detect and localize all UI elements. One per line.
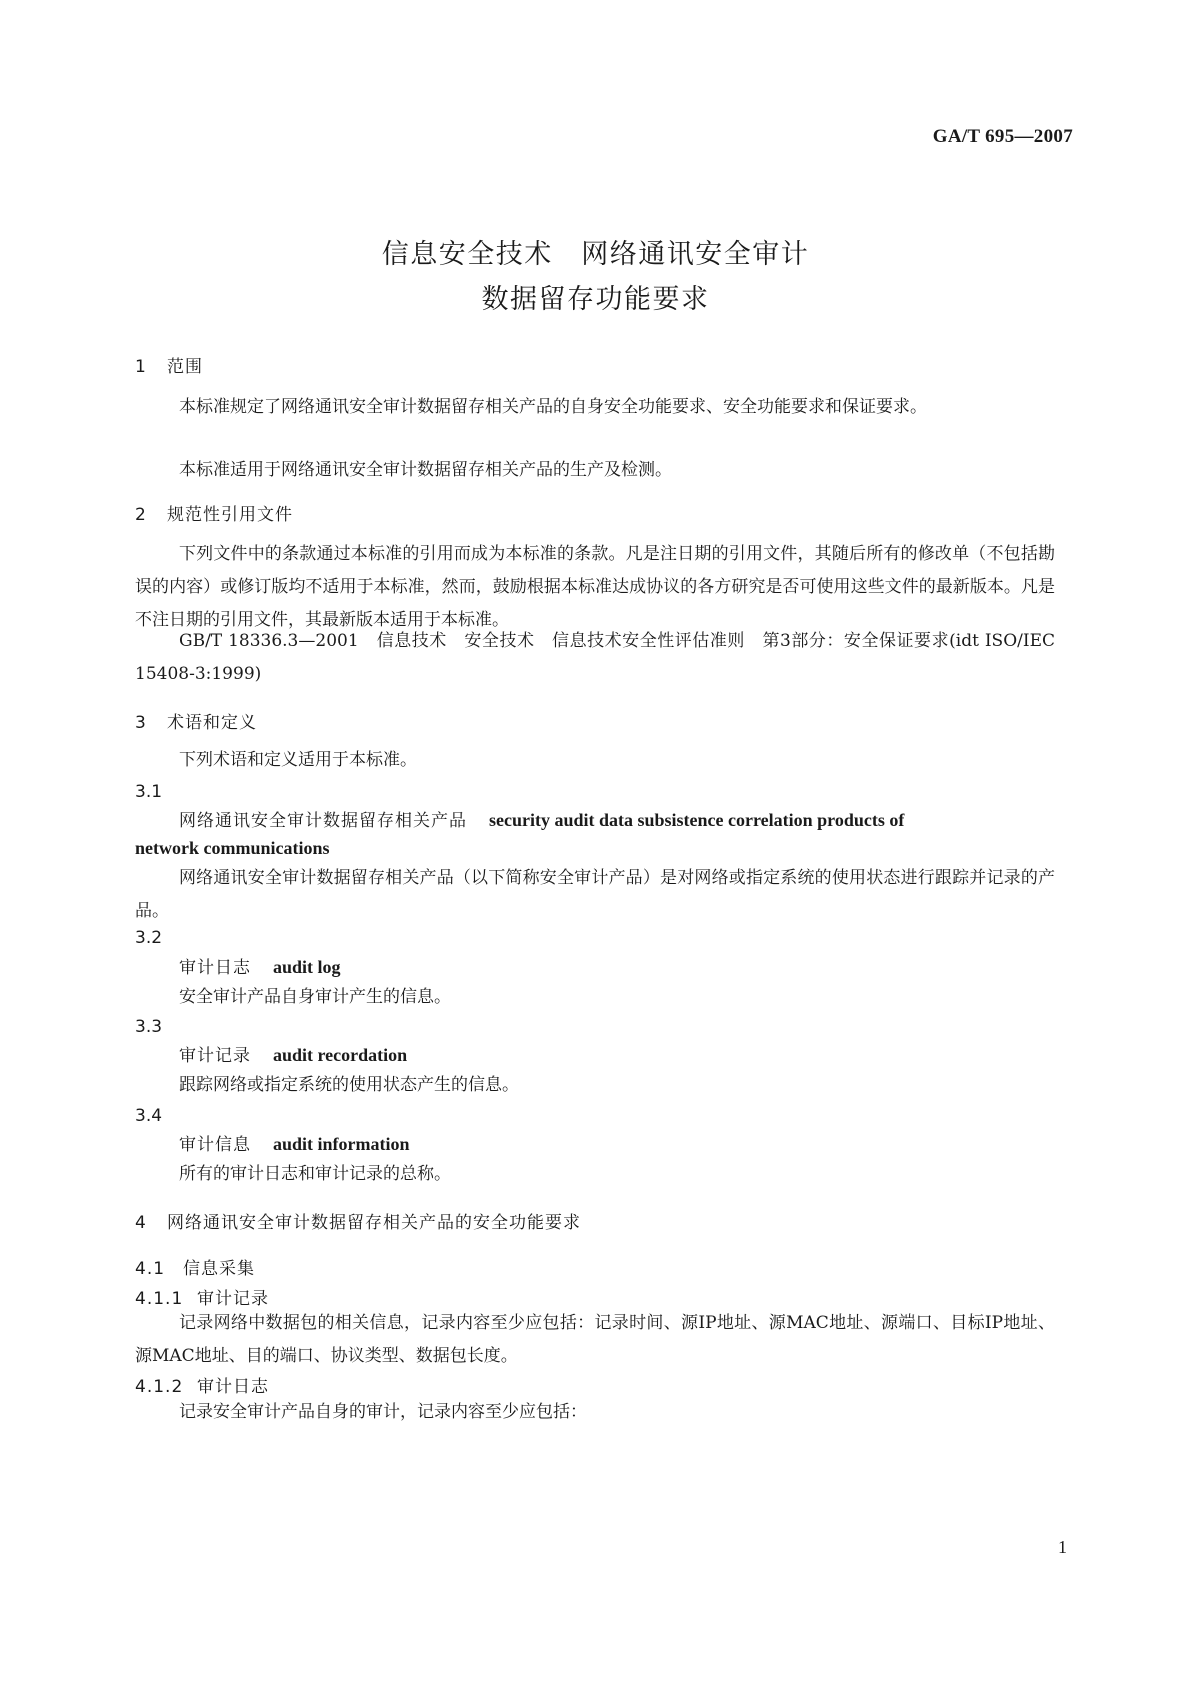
term-3-1-header-cont	[135, 832, 1055, 866]
title-line-1: 信息安全技术 网络通讯安全审计	[381, 239, 810, 270]
section-title: 范围	[167, 357, 203, 377]
term-english: audit recordation	[273, 1045, 408, 1065]
section-2-reference: GB/T 18336.3—2001 信息技术 安全技术 信息技术安全性评估准则 第3部分：安全保证要求(idt ISO/IEC 15408-3:1999)	[135, 631, 1055, 684]
term-3-3-header	[135, 1039, 1099, 1073]
section-4-1-heading	[135, 1254, 1055, 1279]
section-4-1-1-heading	[135, 1284, 1055, 1309]
term-3-2-header	[135, 951, 1099, 985]
term-chinese: 审计记录	[179, 1046, 251, 1066]
section-3-heading	[135, 708, 1055, 733]
title-line-2: 数据留存功能要求	[481, 284, 710, 315]
section-title: 审计记录	[197, 1289, 269, 1309]
section-number: 4	[135, 1213, 147, 1233]
section-title: 规范性引用文件	[167, 505, 293, 525]
section-4-heading	[135, 1208, 1055, 1233]
term-3-3-number: 3.3	[135, 1017, 163, 1037]
section-1-heading	[135, 352, 1055, 377]
section-number: 4.1.2	[135, 1377, 184, 1397]
term-chinese: 审计日志	[179, 958, 251, 978]
document-code: GA/T 695—2007	[932, 126, 1073, 147]
section-4-1-1-paragraph: 记录网络中数据包的相关信息，记录内容至少应包括：记录时间、源IP地址、源MAC地址、源端口、目标IP地址、源MAC地址、目的端口、协议类型、数据包长度。	[135, 1313, 1055, 1366]
term-chinese: 审计信息	[179, 1135, 251, 1155]
section-title: 审计日志	[197, 1377, 269, 1397]
term-3-4-definition: 所有的审计日志和审计记录的总称。	[179, 1164, 451, 1184]
term-3-1-definition: 网络通讯安全审计数据留存相关产品（以下简称安全审计产品）是对网络或指定系统的使用状态进行跟踪并记录的产品。	[135, 868, 1055, 921]
section-3-intro: 下列术语和定义适用于本标准。	[179, 750, 417, 770]
section-title: 网络通讯安全审计数据留存相关产品的安全功能要求	[167, 1213, 581, 1233]
section-2-paragraph-1: 下列文件中的条款通过本标准的引用而成为本标准的条款。凡是注日期的引用文件，其随后所有的修改单（不包括勘误的内容）或修订版均不适用于本标准，然而，鼓励根据本标准达成协议的各方研究是否可使用这些文件的最新版本。凡是不注日期的引用文件，其最新版本适用于本标准。	[135, 544, 1055, 630]
section-title: 信息采集	[183, 1259, 255, 1279]
section-number: 4.1.1	[135, 1289, 184, 1309]
section-1-paragraph-2: 本标准适用于网络通讯安全审计数据留存相关产品的生产及检测。	[179, 460, 672, 480]
section-2-heading	[135, 500, 1055, 525]
term-english: security audit data subsistence correlation products of	[489, 810, 905, 830]
section-number: 4.1	[135, 1259, 166, 1279]
term-3-4-number: 3.4	[135, 1106, 163, 1126]
section-4-1-2-paragraph: 记录安全审计产品自身的审计，记录内容至少应包括：	[179, 1402, 587, 1422]
section-number: 3	[135, 713, 147, 733]
section-number: 1	[135, 357, 147, 377]
term-chinese: 网络通讯安全审计数据留存相关产品	[179, 811, 467, 831]
term-english-cont: network communications	[135, 838, 330, 858]
term-english: audit log	[273, 957, 341, 977]
page-number: 1	[1058, 1537, 1067, 1557]
section-1-paragraph-1: 本标准规定了网络通讯安全审计数据留存相关产品的自身安全功能要求、安全功能要求和保证要求。	[179, 397, 927, 417]
term-3-2-definition: 安全审计产品自身审计产生的信息。	[179, 987, 451, 1007]
section-number: 2	[135, 505, 147, 525]
term-3-4-header	[135, 1128, 1099, 1162]
term-english: audit information	[273, 1134, 410, 1154]
section-4-1-2-heading	[135, 1372, 1055, 1397]
term-3-1-number: 3.1	[135, 782, 163, 802]
term-3-3-definition: 跟踪网络或指定系统的使用状态产生的信息。	[179, 1075, 519, 1095]
section-title: 术语和定义	[167, 713, 257, 733]
term-3-2-number: 3.2	[135, 928, 163, 948]
